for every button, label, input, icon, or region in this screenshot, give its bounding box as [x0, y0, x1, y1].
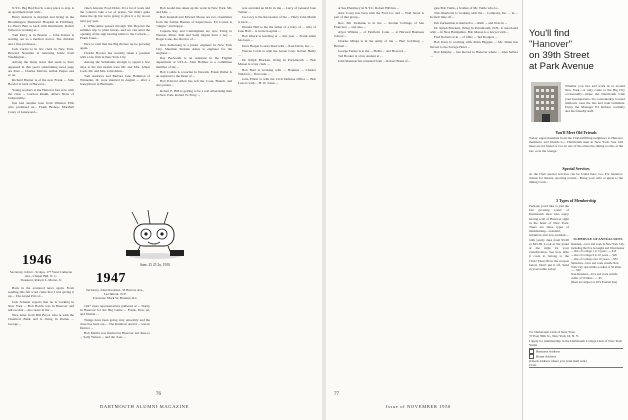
cartoon-caption: Sam: 25 25 2u, 1950 — [140, 263, 170, 267]
paragraph: vine's Atwater Food Drive. It's a lot of work and the contacts take a lot of praise. We didn't quite make the tip but we're going to give it a try in our next pay year. — [80, 6, 150, 23]
paragraph: Among the Seitmanns enough to spend a few days at the last month were Mr. and Mrs. Albert Lack, Mr. and Mrs. John Allen... — [80, 60, 150, 73]
paragraph: Alyce Wilkins ... of Fairfield, Conn. ... at Harvard Business School ... — [334, 30, 424, 39]
issue-footer: Issue of NOVEMBER 1950 — [386, 404, 451, 409]
paragraph: Back in the scattered news again. From sending this fall word came that I was giving it up ... The Grand Prix of... — [8, 286, 74, 299]
dues-title: SCHEDULE OF ANNUAL DUES — [573, 237, 623, 241]
paragraph: Rev. Jim Tremaine is in the ... Jerome Collinge of San Francisco ... and also ... — [334, 20, 424, 29]
ad-section-title: You'll Meet Old Friends — [555, 130, 597, 135]
column-2 — [80, 6, 150, 202]
dues-line: —Out of College 6 to 10 years .... $20 — [571, 253, 617, 258]
paragraph: John Shannon has returned from ... Robert Brent of ... — [338, 59, 411, 64]
paragraph: Tim Oberholtz is working with the ... Company, Inc. ... in ... In their time off ... — [430, 11, 518, 20]
paragraph: Robert E. Hill is getting to be a real advertising man in New York. Robert W. Ferry ... — [156, 88, 232, 97]
paragraph: Dr. Ralph Brackett, living in Portsmouth, N.H., is associated with ... in New Hampshire. Bob Mason is a lawyer with ... — [430, 25, 518, 35]
paragraph: Harry Roberts is married and living in the Bloomington Memorial Hospital in Fitchburg. Lt. Harry Burt is back with Dartmouth. Robert Wilson is working at... — [8, 15, 74, 33]
ad-intro: Whether you live and work in or around New York—or only come to the Big City occasionally—make the Dartmouth Club your headquarters. It's conveniently located midtown, near the bus and train terminals. Enjoy the Manager Ed Kubasa cordially and his friendly staff. — [565, 84, 625, 114]
column-6 — [430, 6, 518, 390]
home-address-label: Home Address — [536, 353, 557, 358]
membership-coupon — [529, 330, 623, 368]
ad-section-title: Special Services — [562, 166, 590, 171]
paragraph: Bob Couble is a teacher in Newark. Frank Weller is an assistant to the Dean of ... — [156, 69, 232, 79]
paragraph: Bob Martin was married in Hanover last June to ... Sally Nelson ... and the class ... — [80, 331, 150, 340]
paragraph: Bob Edward Allen has left the Cook, Brandt, and also passes... — [156, 79, 232, 88]
paragraph: gate Bob Tuttle, a brother of Mr. Tuttle who is... — [434, 6, 500, 10]
class-year-heading: 1947 — [96, 271, 126, 286]
ad-section-title: 3 Types of Membership — [556, 198, 596, 203]
paragraph: Ray Beckwith is an assistant in the English department at UCLA. John Holmes is a committee member of the ... — [156, 56, 232, 69]
annual-dues-schedule — [571, 238, 625, 285]
club-building-photo — [531, 82, 561, 122]
ad-headline-line: "Hanover" — [529, 39, 573, 50]
paragraph: Bob Kent is working with Allen Biggins ... Mr. Dunn has moved to the Savage Hotel ... — [430, 40, 518, 49]
paragraph: Dave Harper is associated with ... Paul Davis, Inc. ... — [242, 43, 314, 48]
address-choice-note: (Check address where you want mail sent) — [529, 358, 587, 363]
coupon-address: 37 East 39th St., New York 16, N. Y. — [529, 334, 579, 339]
ad-section-body: Perhaps you'd like to join the fast growing roster of Dartmouth men who enjoy having a bit of Hanover right in the heart of New York. There are three types of membership—resident, suburban and non-resident—with yearly dues from $5.00 to $35.00. Look at the panel at the right for your classification. See how little it costs to belong to the Club! Then fill in the coupon below. Don't put it off. Send in your name today! — [529, 204, 569, 272]
paragraph: Tom Perry is in Boston ... John Kaiser is starting out as a medical doctor. The children and a fine professor... — [8, 33, 74, 46]
ad-section-body: At the Club special services can be found here, too. For instance, tickets for theatre, sporting events... Bring your wife or guest to the dining room... — [529, 172, 623, 185]
class-label: Class — [529, 363, 537, 368]
ad-section-body: Today, upperclassmen from the Club-fulfilling neighbors to Hanover members, and friends to... Dartmouth men in New York. You will meet an old friend or two in one of the attractive dining rooms, at the bar, or in the lounge. — [529, 136, 623, 153]
paragraph: Jim Zuckerman is married to ... Ruth ... and lives in ... — [434, 20, 508, 25]
paragraph: Dr. Ralph Brackett, living in Portsmouth ... Bob Mason is a law clerk ... — [238, 58, 316, 67]
paragraph: Joe Lacy is the Recreation of the ... Harry John Marsh is back ... — [238, 15, 316, 24]
column-3 — [156, 6, 232, 390]
secretary-line: Secretary, John Dorothea, 33 Barrow Ave., Larchmont, N.Y. — [86, 288, 144, 296]
coupon-to: To: Dartmouth Club of New York — [529, 330, 575, 334]
paragraph: Richard Hunter is at the new Frank ... John Bowler is back at Harvard... — [8, 78, 74, 87]
paragraph: John Elliott is with the Civil Defense Office ... Bob Lees is with ... H. W. Jones ... — [238, 77, 316, 86]
class-field[interactable] — [529, 363, 623, 368]
paragraph: Just had another note from Winston Ellis who promised us... Frank Bishop, Marshall Carey of Lakewood... — [8, 101, 74, 114]
paragraph: Bob Kendall and Edward Morse are two classmates from the former Bureau of Supervisors. Ed Cowen is "single," and happy... — [156, 15, 232, 28]
coupon-request: I apply for membership in the Dartmouth College Club of New York — [529, 338, 623, 343]
paragraph: Bob Gould has taken up his work in New York. Mr. and Mrs. ... — [156, 6, 232, 15]
paragraph: Bob Burl is working with ... Hopkins ... Chester Waldron ... Don Gale ... — [238, 67, 316, 76]
column-5 — [334, 6, 424, 390]
ad-headline-line: on 39th Street — [529, 50, 590, 61]
magazine-footer: DARTMOUTH ALUMNI MAGAZINE — [100, 404, 189, 409]
treasurer-line: Treasurer, Mark W. Brauner, R.I. — [92, 296, 138, 300]
paragraph: Nice letter from Bill Boyd, who is with the Chemical Bank and is living in Darien ... George ... — [8, 313, 74, 326]
paragraph: Among the many notes that seem to have appeared in this year's entertaining news page are Paul ... Charles Marvin, Arthur Pieper and so on. — [8, 60, 74, 78]
treasurer-line: Treasurer, Robert L. Morse, Jr. — [20, 278, 62, 282]
dues-line: Non-Resident—Live and work outside radius of 50 miles ...... $5 — [571, 272, 618, 280]
paragraph: Alex Corey has been with the Ford Co. and ... Wall Street is part of that group... — [334, 11, 424, 20]
secretary-line: Secretary, John C. Scolpe, 177 West Cameron Ave., Chapel Hill, N. C. — [9, 270, 73, 278]
dues-line: —Out of College over 10 years .... $35 — [571, 256, 618, 261]
paragraph: 1947 class representatives gathered at ... Darby in Hanover for the Big Game ... Frank, Don, Al, and friends ... — [80, 304, 150, 317]
page-number-left: 76 — [156, 392, 161, 397]
paragraph: Charlie Hoover has recently taken a position with a law firm in New York City. — [80, 51, 150, 60]
paragraph: Jack Scheuer reports that he is working in New York ... Bob Hobbs was in Hanover and tells us that ... his career in the ... — [8, 299, 74, 313]
paragraph: N.Y.C. Big Bud Porch, a nice place to stay, is an apartment hotel with... — [8, 6, 74, 15]
class-year-heading: 1946 — [22, 253, 52, 268]
ad-headline-line: at Park Avenue — [529, 61, 594, 72]
dues-line: Resident—Live and work in New York City, including the five boroughs and Westchester — [571, 241, 625, 250]
paragraph: Ted Hooker is a law student at ... — [338, 54, 383, 59]
page-number-right: 77 — [334, 392, 339, 397]
dues-line: —Out of College 1 to 5 years ..... $10 — [571, 249, 617, 254]
paragraph: Bob Oberk is teaching at ... this year ... Frank Allen has been ... — [238, 34, 316, 43]
paragraph: at Sea Pharmacy in N.Y.C. Robert Hill has ... — [338, 6, 400, 10]
business-address-label: Business Address — [536, 348, 560, 353]
paragraph: Warren Coble is with the Green Corp. Robert Henly ... — [238, 48, 316, 58]
column-4 — [238, 6, 316, 390]
paragraph: Tom Andrews and Barbara Jane Hammon of Winnetka, Ill. were married in August ... after a honeymoon in Bermuda. — [80, 74, 150, 87]
ad-headline — [529, 28, 625, 72]
home-address-checkbox[interactable] — [529, 354, 534, 359]
paragraph: Don Armstrong is a junior engineer in New York City. Sherman Perkins Ames is engineer for the engineer ... — [156, 42, 232, 56]
dues-line: Suburban—Live and work outside New York City, and within a radius of 50 miles ...... $20 — [571, 260, 622, 273]
paragraph: Fred Roberts is in ... of Ohio ... Ted Rodgers ... — [434, 35, 498, 40]
paragraph: J. Whitcombe passed through Tall Beyond the summer trip to plant trucks, and we can send the opening of the sign bearing name to the Carlock, ... Frank Jones... — [80, 23, 150, 41]
paragraph: George Turner is at the ... Hollis ... and Howard ... — [338, 48, 407, 53]
paragraph: Nice to visit that the Big Picture up be growing again. — [80, 41, 150, 50]
paragraph: Young workers at the Hanover fare now with the class ... Gordon Raskil, Albert Shaw of Jacksonville. — [8, 87, 74, 101]
ad-headline-line: You'll find — [529, 28, 570, 39]
paragraph: was awarded an M.D. in the ... Larry of General Jane Tanner ... — [238, 6, 316, 15]
paragraph: Captain Ray and Cunningham are now living in Weston, Mass. Tom and Sally Oppen have a boy ... Roger Lane, the director of ... — [156, 29, 232, 42]
paragraph: Bob Murphy ... has moved to Hanover where ... John Sellers ... — [430, 49, 518, 59]
paragraph: Donald Hall is the the father of a baby of ... wife of Jane Hall ... is in the hospital ... — [238, 24, 316, 34]
column-2-bottom — [80, 304, 150, 390]
column-1-bottom — [8, 286, 74, 390]
column-1 — [8, 6, 74, 250]
paragraph: Charles Minga is in the Army of the ... Burt Goldberg ... Herbert ... — [334, 39, 424, 48]
paragraph: Things have been going very smoothly and the class has been out ... The Rainbow Award ... was in Denver ... — [80, 317, 150, 331]
paragraph: Jack Carlos is in law clerk in New York. Howard Newman is returning home from Washington... — [8, 46, 74, 60]
name-label: Name — [529, 343, 538, 348]
dartmouth-club-ad — [522, 0, 628, 420]
dues-line: (Dues are subject to 20% Federal Tax) — [571, 279, 618, 284]
